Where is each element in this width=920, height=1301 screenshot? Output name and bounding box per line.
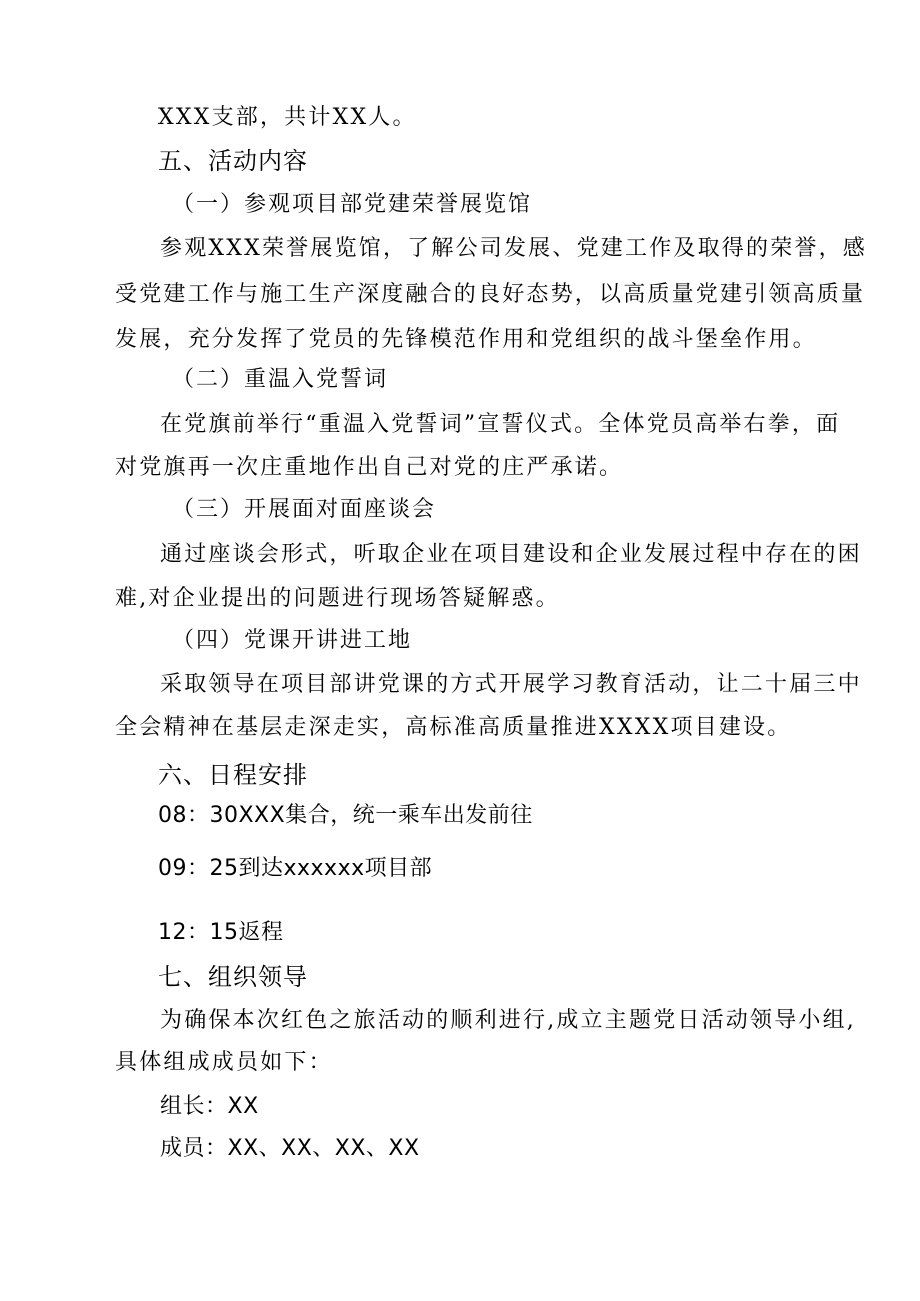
paragraph-line: 为确保本次红色之旅活动的顺利进行,成立主题党日活动领导小组, (160, 1008, 856, 1033)
members-line: 成员：XX、XX、XX、XX (160, 1136, 420, 1161)
paragraph-line: XXX支部，共计XX人。 (158, 105, 417, 130)
leader-line: 组长：XX (160, 1094, 259, 1119)
subsection-heading-1: （一）参观项目部党建荣誉展览馆 (172, 192, 533, 217)
section-heading-5: 五、活动内容 (158, 147, 308, 175)
paragraph-line: 受党建工作与施工生产深度融合的良好态势，以高质量党建引领高质量 (115, 282, 866, 307)
paragraph-line: 具体组成成员如下： (115, 1050, 333, 1075)
paragraph-line: 难,对企业提出的问题进行现场答疑解惑。 (115, 586, 560, 611)
paragraph-line: 全会精神在基层走深走实，高标准高质量推进XXXX项目建设。 (115, 715, 792, 740)
section-heading-6: 六、日程安排 (158, 761, 308, 789)
subsection-heading-2: （二）重温入党誓词 (172, 367, 389, 392)
paragraph-line: 在党旗前举行“重温入党誓词”宣誓仪式。全体党员高举右拳，面 (160, 412, 841, 437)
paragraph-line: 通过座谈会形式，听取企业在项目建设和企业发展过程中存在的困 (160, 542, 862, 567)
paragraph-line: 对党旗再一次庄重地作出自己对党的庄严承诺。 (115, 455, 624, 480)
paragraph-line: 参观XXX荣誉展览馆，了解公司发展、党建工作及取得的荣誉，感 (160, 236, 867, 261)
schedule-item: 09：25到达xxxxxx项目部 (158, 856, 433, 881)
paragraph-line: 采取领导在项目部讲党课的方式开展学习教育活动，让二十届三中 (160, 672, 862, 697)
schedule-item: 08：30XXX集合，统一乘车出发前往 (158, 803, 533, 828)
schedule-item: 12：15返程 (158, 920, 284, 945)
section-heading-7: 七、组织领导 (158, 963, 308, 991)
subsection-heading-3: （三）开展面对面座谈会 (172, 497, 437, 522)
paragraph-line: 发展，充分发挥了党员的先锋模范作用和党组织的战斗堡垒作用。 (115, 327, 817, 352)
subsection-heading-4: （四）党课开讲进工地 (172, 628, 413, 653)
